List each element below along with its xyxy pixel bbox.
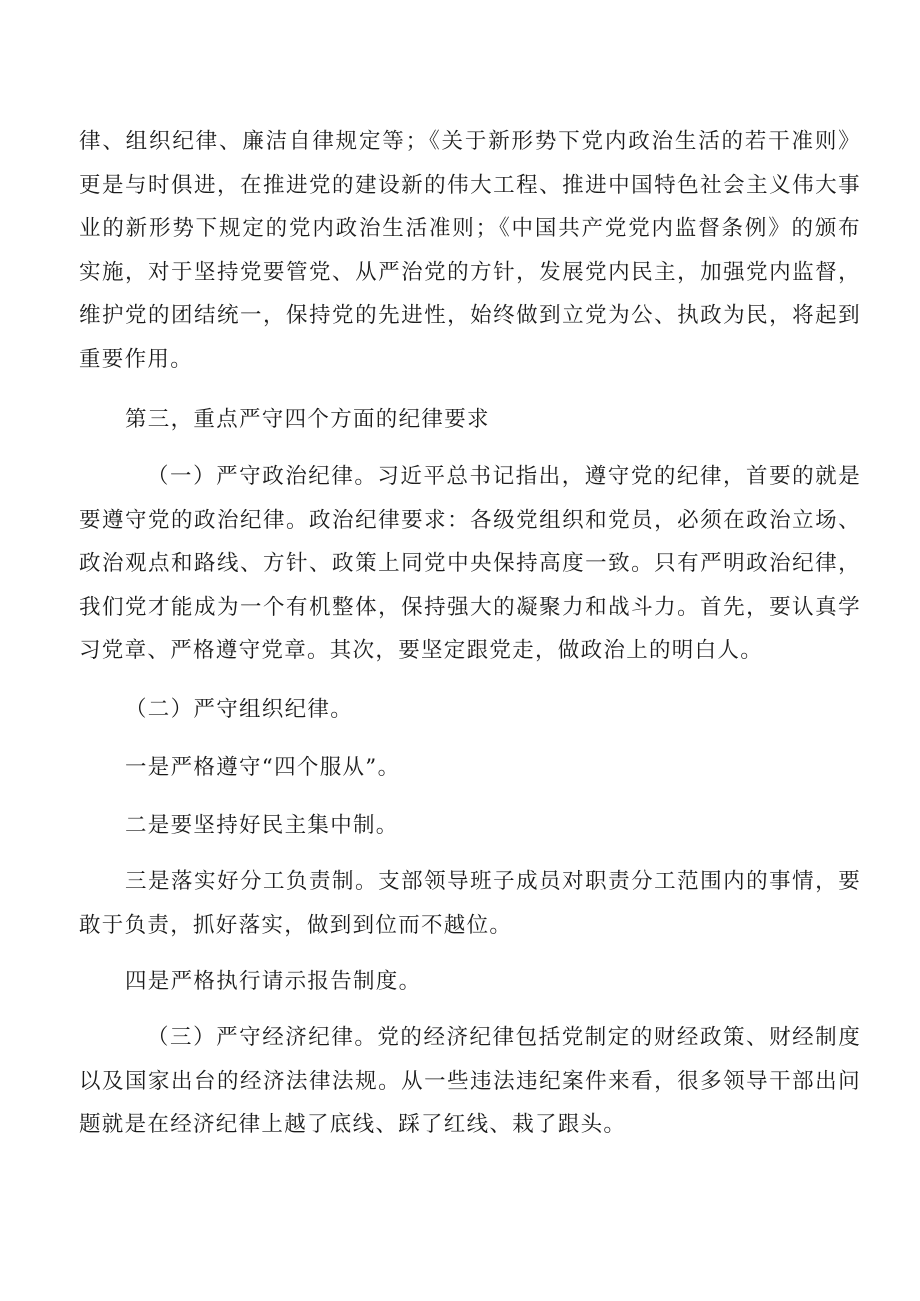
paragraph-economic-discipline	[79, 1016, 861, 1147]
list-item-text: 四是严格执行请示报告制度。	[125, 969, 422, 994]
list-item-text: 二是要坚持好民主集中制。	[125, 813, 399, 838]
subheading-organizational-discipline	[125, 688, 861, 732]
list-item-reporting-system	[125, 960, 861, 1004]
subheading-text: （二）严守组织纪律。	[125, 697, 354, 722]
paragraph-text: 律、组织纪律、廉洁自律规定等；《关于新形势下党内政治生活的若干准则》更是与时俱进，在推进党的建设新的伟大工程、推进中国特色社会主义伟大事业的新形势下规定的党内政治生活准则；《中国共产党党内监督条例》的颁布实施，对于坚持党要管党、从严治党的方针，发展党内民主，加强党内监督，维护党的团结统一，保持党的先进性，始终做到立党为公、执政为民，将起到重要作用。	[79, 129, 861, 372]
paragraph-text: （一）严守政治纪律。习近平总书记指出，遵守党的纪律，首要的就是要遵守党的政治纪律。政治纪律要求：各级党组织和党员，必须在政治立场、政治观点和路线、方针、政策上同党中央保持高度一致。只有严明政治纪律，我们党才能成为一个有机整体，保持强大的凝聚力和战斗力。首先，要认真学习党章、严格遵守党章。其次，要坚定跟党走，做政治上的明白人。	[79, 464, 861, 663]
paragraph-political-discipline	[79, 455, 861, 673]
list-item-text: 三是落实好分工负责制。支部领导班子成员对职责分工范围内的事情，要敢于负责，抓好落实，做到到位而不越位。	[79, 869, 861, 938]
paragraph-discipline-rules	[79, 120, 861, 381]
list-item-division-of-responsibility	[79, 860, 861, 947]
paragraph-text: （三）严守经济纪律。党的经济纪律包括党制定的财经政策、财经制度以及国家出台的经济法律法规。从一些违法违纪案件来看，很多领导干部出问题就是在经济纪律上越了底线、踩了红线、栽了跟头。	[79, 1025, 861, 1137]
list-item-text: 一是严格遵守“四个服从”。	[125, 755, 401, 780]
list-item-democratic-centralism	[125, 804, 861, 848]
section-heading-text: 第三，重点严守四个方面的纪律要求	[125, 407, 490, 432]
list-item-four-obediences	[125, 746, 861, 790]
section-heading-third	[125, 398, 861, 442]
